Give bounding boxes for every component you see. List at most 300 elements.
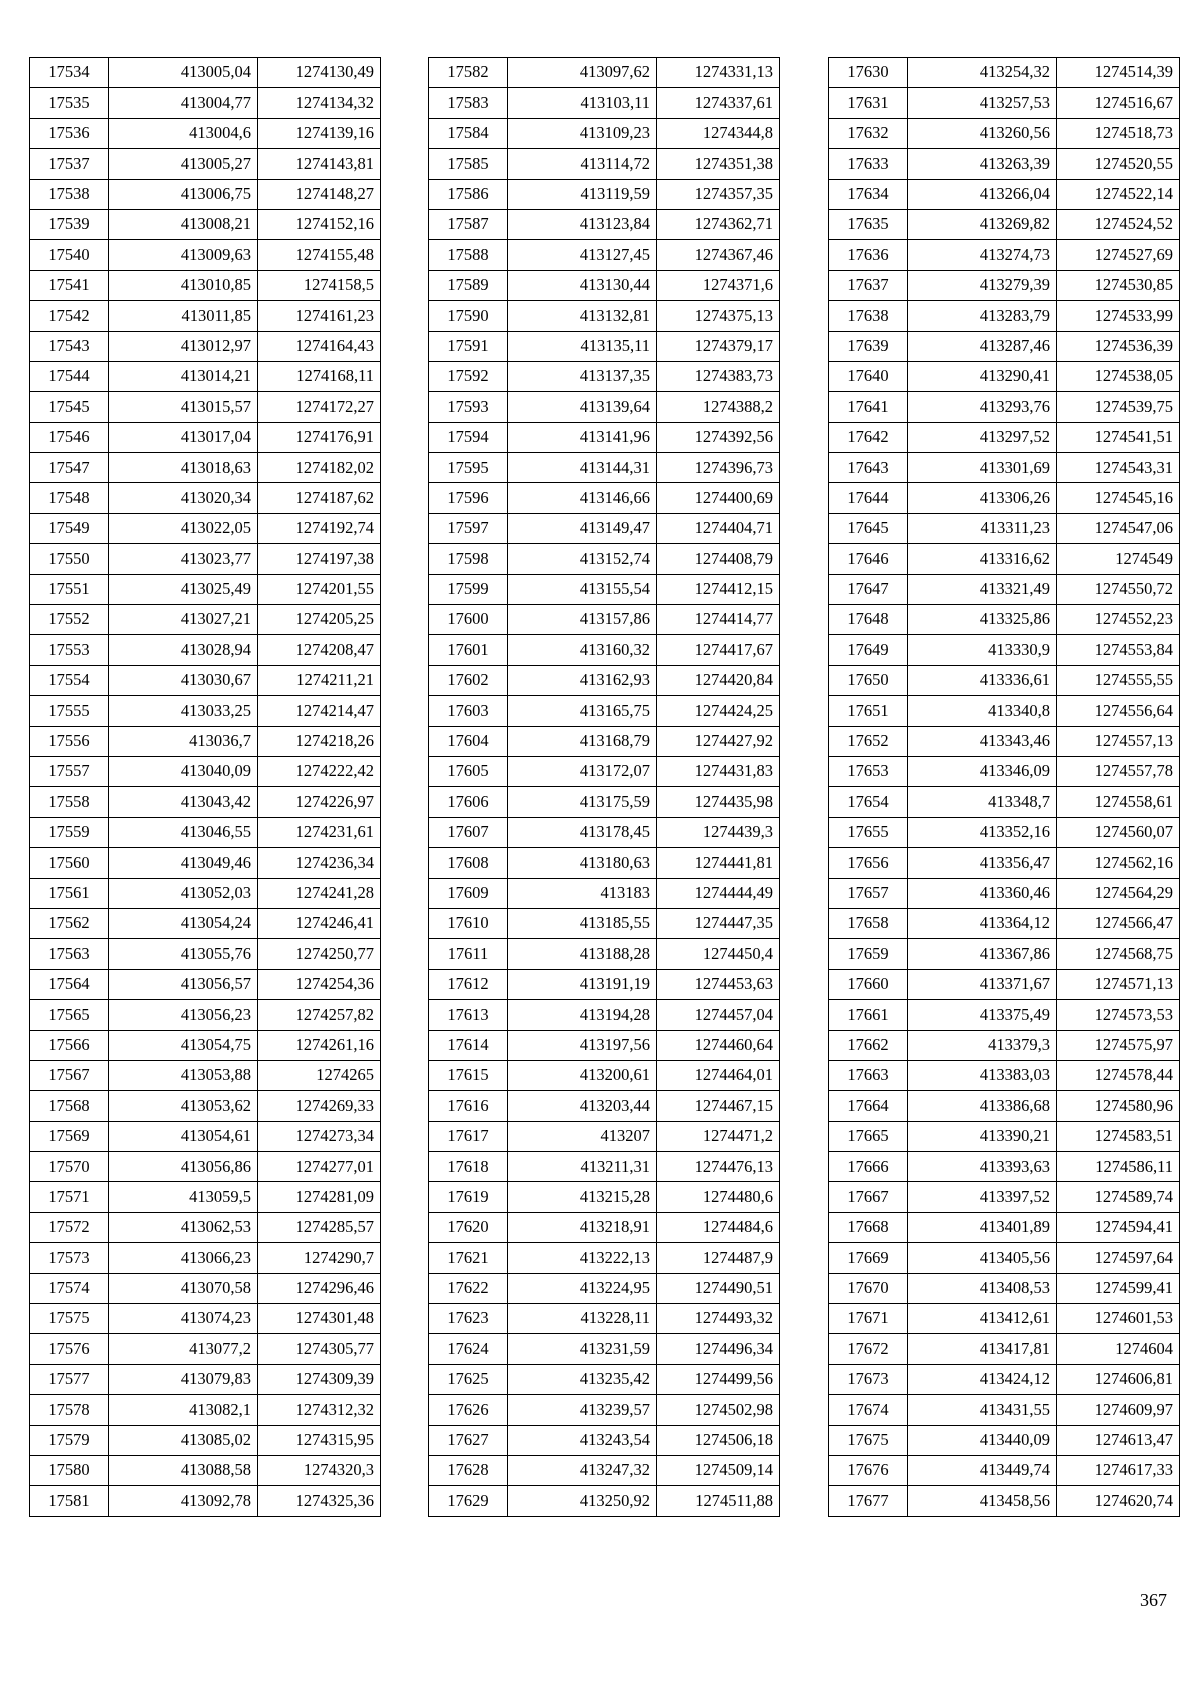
point-number-cell: 17564	[30, 969, 109, 999]
y-coordinate-cell: 1274543,31	[1057, 453, 1180, 483]
x-coordinate-cell: 413155,54	[508, 574, 657, 604]
table-row	[30, 1455, 381, 1485]
table-row	[829, 848, 1180, 878]
table-row	[30, 1334, 381, 1364]
x-coordinate-cell: 413168,79	[508, 726, 657, 756]
y-coordinate-cell: 1274558,61	[1057, 787, 1180, 817]
point-number-cell: 17594	[429, 422, 508, 452]
y-coordinate-cell: 1274444,49	[657, 878, 780, 908]
table-row	[429, 1000, 780, 1030]
x-coordinate-cell: 413243,54	[508, 1425, 657, 1455]
table-row	[429, 878, 780, 908]
point-number-cell: 17558	[30, 787, 109, 817]
x-coordinate-cell: 413390,21	[908, 1121, 1057, 1151]
point-number-cell: 17580	[30, 1455, 109, 1485]
table-row	[429, 392, 780, 422]
x-coordinate-cell: 413053,88	[109, 1060, 258, 1090]
y-coordinate-cell: 1274231,61	[258, 817, 381, 847]
x-coordinate-cell: 413036,7	[109, 726, 258, 756]
point-number-cell: 17616	[429, 1091, 508, 1121]
y-coordinate-cell: 1274447,35	[657, 908, 780, 938]
table-row	[30, 270, 381, 300]
x-coordinate-cell: 413046,55	[109, 817, 258, 847]
coordinates-table-2	[428, 57, 780, 1517]
point-number-cell: 17568	[30, 1091, 109, 1121]
point-number-cell: 17672	[829, 1334, 908, 1364]
x-coordinate-cell: 413352,16	[908, 817, 1057, 847]
x-coordinate-cell: 413135,11	[508, 331, 657, 361]
y-coordinate-cell: 1274604	[1057, 1334, 1180, 1364]
point-number-cell: 17560	[30, 848, 109, 878]
y-coordinate-cell: 1274538,05	[1057, 361, 1180, 391]
x-coordinate-cell: 413356,47	[908, 848, 1057, 878]
y-coordinate-cell: 1274467,15	[657, 1091, 780, 1121]
x-coordinate-cell: 413371,67	[908, 969, 1057, 999]
x-coordinate-cell: 413458,56	[908, 1486, 1057, 1516]
table-row	[429, 1212, 780, 1242]
table-row	[829, 392, 1180, 422]
table-row	[429, 513, 780, 543]
y-coordinate-cell: 1274182,02	[258, 453, 381, 483]
table-row	[30, 696, 381, 726]
point-number-cell: 17669	[829, 1243, 908, 1273]
point-number-cell: 17546	[30, 422, 109, 452]
point-number-cell: 17569	[30, 1121, 109, 1151]
x-coordinate-cell: 413146,66	[508, 483, 657, 513]
y-coordinate-cell: 1274250,77	[258, 939, 381, 969]
table-row	[30, 331, 381, 361]
y-coordinate-cell: 1274493,32	[657, 1304, 780, 1334]
x-coordinate-cell: 413316,62	[908, 544, 1057, 574]
point-number-cell: 17584	[429, 118, 508, 148]
table-row	[30, 88, 381, 118]
x-coordinate-cell: 413257,53	[908, 88, 1057, 118]
y-coordinate-cell: 1274586,11	[1057, 1152, 1180, 1182]
table-row	[30, 1243, 381, 1273]
table-row	[829, 1364, 1180, 1394]
point-number-cell: 17644	[829, 483, 908, 513]
table-row	[429, 88, 780, 118]
point-number-cell: 17566	[30, 1030, 109, 1060]
y-coordinate-cell: 1274536,39	[1057, 331, 1180, 361]
x-coordinate-cell: 413283,79	[908, 301, 1057, 331]
table-row	[429, 756, 780, 786]
point-number-cell: 17534	[30, 58, 109, 88]
x-coordinate-cell: 413172,07	[508, 756, 657, 786]
table-row	[429, 908, 780, 938]
point-number-cell: 17578	[30, 1395, 109, 1425]
table-row	[429, 848, 780, 878]
y-coordinate-cell: 1274301,48	[258, 1304, 381, 1334]
point-number-cell: 17630	[829, 58, 908, 88]
y-coordinate-cell: 1274562,16	[1057, 848, 1180, 878]
x-coordinate-cell: 413056,23	[109, 1000, 258, 1030]
y-coordinate-cell: 1274325,36	[258, 1486, 381, 1516]
point-number-cell: 17622	[429, 1273, 508, 1303]
x-coordinate-cell: 413054,24	[109, 908, 258, 938]
table-row	[30, 392, 381, 422]
table-row	[30, 58, 381, 88]
table-row	[429, 149, 780, 179]
point-number-cell: 17640	[829, 361, 908, 391]
y-coordinate-cell: 1274518,73	[1057, 118, 1180, 148]
table-row	[829, 1030, 1180, 1060]
x-coordinate-cell: 413266,04	[908, 179, 1057, 209]
x-coordinate-cell: 413066,23	[109, 1243, 258, 1273]
y-coordinate-cell: 1274331,13	[657, 58, 780, 88]
x-coordinate-cell: 413222,13	[508, 1243, 657, 1273]
point-number-cell: 17619	[429, 1182, 508, 1212]
x-coordinate-cell: 413025,49	[109, 574, 258, 604]
x-coordinate-cell: 413043,42	[109, 787, 258, 817]
point-number-cell: 17648	[829, 605, 908, 635]
y-coordinate-cell: 1274201,55	[258, 574, 381, 604]
table-row	[829, 209, 1180, 239]
x-coordinate-cell: 413405,56	[908, 1243, 1057, 1273]
x-coordinate-cell: 413059,5	[109, 1182, 258, 1212]
x-coordinate-cell: 413056,57	[109, 969, 258, 999]
y-coordinate-cell: 1274168,11	[258, 361, 381, 391]
table-row	[30, 1091, 381, 1121]
table-row	[829, 1182, 1180, 1212]
x-coordinate-cell: 413014,21	[109, 361, 258, 391]
point-number-cell: 17649	[829, 635, 908, 665]
point-number-cell: 17607	[429, 817, 508, 847]
point-number-cell: 17582	[429, 58, 508, 88]
table-row	[30, 1364, 381, 1394]
point-number-cell: 17637	[829, 270, 908, 300]
point-number-cell: 17588	[429, 240, 508, 270]
y-coordinate-cell: 1274480,6	[657, 1182, 780, 1212]
point-number-cell: 17671	[829, 1304, 908, 1334]
point-number-cell: 17609	[429, 878, 508, 908]
x-coordinate-cell: 413431,55	[908, 1395, 1057, 1425]
point-number-cell: 17624	[429, 1334, 508, 1364]
y-coordinate-cell: 1274420,84	[657, 665, 780, 695]
y-coordinate-cell: 1274552,23	[1057, 605, 1180, 635]
point-number-cell: 17628	[429, 1455, 508, 1485]
point-number-cell: 17615	[429, 1060, 508, 1090]
table-row	[429, 1030, 780, 1060]
x-coordinate-cell: 413325,86	[908, 605, 1057, 635]
y-coordinate-cell: 1274285,57	[258, 1212, 381, 1242]
point-number-cell: 17554	[30, 665, 109, 695]
y-coordinate-cell: 1274506,18	[657, 1425, 780, 1455]
table-row	[429, 361, 780, 391]
table-row	[429, 969, 780, 999]
point-number-cell: 17598	[429, 544, 508, 574]
y-coordinate-cell: 1274476,13	[657, 1152, 780, 1182]
y-coordinate-cell: 1274351,38	[657, 149, 780, 179]
y-coordinate-cell: 1274516,67	[1057, 88, 1180, 118]
x-coordinate-cell: 413290,41	[908, 361, 1057, 391]
y-coordinate-cell: 1274524,52	[1057, 209, 1180, 239]
x-coordinate-cell: 413263,39	[908, 149, 1057, 179]
table-row	[429, 817, 780, 847]
table-row	[829, 1486, 1180, 1516]
table-row	[829, 1212, 1180, 1242]
x-coordinate-cell: 413211,31	[508, 1152, 657, 1182]
y-coordinate-cell: 1274439,3	[657, 817, 780, 847]
table-row	[429, 1334, 780, 1364]
y-coordinate-cell: 1274257,82	[258, 1000, 381, 1030]
table-row	[30, 756, 381, 786]
y-coordinate-cell: 1274408,79	[657, 544, 780, 574]
x-coordinate-cell: 413412,61	[908, 1304, 1057, 1334]
point-number-cell: 17590	[429, 301, 508, 331]
y-coordinate-cell: 1274450,4	[657, 939, 780, 969]
table-row	[30, 1000, 381, 1030]
x-coordinate-cell: 413082,1	[109, 1395, 258, 1425]
point-number-cell: 17587	[429, 209, 508, 239]
x-coordinate-cell: 413052,03	[109, 878, 258, 908]
table-row	[30, 483, 381, 513]
y-coordinate-cell: 1274514,39	[1057, 58, 1180, 88]
y-coordinate-cell: 1274344,8	[657, 118, 780, 148]
point-number-cell: 17551	[30, 574, 109, 604]
point-number-cell: 17626	[429, 1395, 508, 1425]
point-number-cell: 17632	[829, 118, 908, 148]
point-number-cell: 17545	[30, 392, 109, 422]
table-row	[429, 301, 780, 331]
table-row	[30, 817, 381, 847]
table-row	[829, 361, 1180, 391]
x-coordinate-cell: 413055,76	[109, 939, 258, 969]
x-coordinate-cell: 413343,46	[908, 726, 1057, 756]
x-coordinate-cell: 413218,91	[508, 1212, 657, 1242]
x-coordinate-cell: 413203,44	[508, 1091, 657, 1121]
x-coordinate-cell: 413287,46	[908, 331, 1057, 361]
table-row	[829, 665, 1180, 695]
point-number-cell: 17676	[829, 1455, 908, 1485]
table-row	[30, 1030, 381, 1060]
point-number-cell: 17553	[30, 635, 109, 665]
table-row	[829, 1395, 1180, 1425]
table-row	[829, 453, 1180, 483]
x-coordinate-cell: 413085,02	[109, 1425, 258, 1455]
point-number-cell: 17665	[829, 1121, 908, 1151]
x-coordinate-cell: 413449,74	[908, 1455, 1057, 1485]
point-number-cell: 17675	[829, 1425, 908, 1455]
y-coordinate-cell: 1274172,27	[258, 392, 381, 422]
table-row	[429, 1182, 780, 1212]
point-number-cell: 17613	[429, 1000, 508, 1030]
x-coordinate-cell: 413348,7	[908, 787, 1057, 817]
table-row	[429, 1152, 780, 1182]
table-row	[829, 787, 1180, 817]
table-row	[829, 726, 1180, 756]
point-number-cell: 17633	[829, 149, 908, 179]
point-number-cell: 17641	[829, 392, 908, 422]
x-coordinate-cell: 413247,32	[508, 1455, 657, 1485]
x-coordinate-cell: 413191,19	[508, 969, 657, 999]
point-number-cell: 17556	[30, 726, 109, 756]
table-row	[30, 1486, 381, 1516]
x-coordinate-cell: 413130,44	[508, 270, 657, 300]
point-number-cell: 17659	[829, 939, 908, 969]
y-coordinate-cell: 1274218,26	[258, 726, 381, 756]
x-coordinate-cell: 413200,61	[508, 1060, 657, 1090]
point-number-cell: 17548	[30, 483, 109, 513]
table-row	[30, 301, 381, 331]
x-coordinate-cell: 413250,92	[508, 1486, 657, 1516]
table-row	[429, 574, 780, 604]
point-number-cell: 17570	[30, 1152, 109, 1182]
table-row	[829, 240, 1180, 270]
y-coordinate-cell: 1274205,25	[258, 605, 381, 635]
y-coordinate-cell: 1274130,49	[258, 58, 381, 88]
x-coordinate-cell: 413119,59	[508, 179, 657, 209]
point-number-cell: 17550	[30, 544, 109, 574]
y-coordinate-cell: 1274208,47	[258, 635, 381, 665]
point-number-cell: 17661	[829, 1000, 908, 1030]
x-coordinate-cell: 413088,58	[109, 1455, 258, 1485]
y-coordinate-cell: 1274441,81	[657, 848, 780, 878]
x-coordinate-cell: 413194,28	[508, 1000, 657, 1030]
table-row	[30, 787, 381, 817]
table-row	[429, 1304, 780, 1334]
y-coordinate-cell: 1274214,47	[258, 696, 381, 726]
point-number-cell: 17621	[429, 1243, 508, 1273]
x-coordinate-cell: 413165,75	[508, 696, 657, 726]
point-number-cell: 17577	[30, 1364, 109, 1394]
point-number-cell: 17634	[829, 179, 908, 209]
table-row	[30, 1304, 381, 1334]
point-number-cell: 17586	[429, 179, 508, 209]
point-number-cell: 17652	[829, 726, 908, 756]
point-number-cell: 17543	[30, 331, 109, 361]
table-row	[30, 1121, 381, 1151]
y-coordinate-cell: 1274597,64	[1057, 1243, 1180, 1273]
y-coordinate-cell: 1274427,92	[657, 726, 780, 756]
table-row	[429, 209, 780, 239]
table-row	[30, 453, 381, 483]
x-coordinate-cell: 413364,12	[908, 908, 1057, 938]
point-number-cell: 17601	[429, 635, 508, 665]
point-number-cell: 17573	[30, 1243, 109, 1273]
table-row	[429, 179, 780, 209]
y-coordinate-cell: 1274312,32	[258, 1395, 381, 1425]
x-coordinate-cell: 413269,82	[908, 209, 1057, 239]
x-coordinate-cell: 413152,74	[508, 544, 657, 574]
table-row	[429, 270, 780, 300]
x-coordinate-cell: 413132,81	[508, 301, 657, 331]
x-coordinate-cell: 413137,35	[508, 361, 657, 391]
x-coordinate-cell: 413015,57	[109, 392, 258, 422]
table-row	[829, 1334, 1180, 1364]
x-coordinate-cell: 413040,09	[109, 756, 258, 786]
table-row	[829, 817, 1180, 847]
y-coordinate-cell: 1274367,46	[657, 240, 780, 270]
table-row	[429, 1091, 780, 1121]
y-coordinate-cell: 1274134,32	[258, 88, 381, 118]
y-coordinate-cell: 1274545,16	[1057, 483, 1180, 513]
table-row	[829, 635, 1180, 665]
x-coordinate-cell: 413375,49	[908, 1000, 1057, 1030]
x-coordinate-cell: 413185,55	[508, 908, 657, 938]
table-row	[829, 574, 1180, 604]
table-row	[429, 605, 780, 635]
coordinates-table-1	[29, 57, 381, 1517]
table-row	[429, 544, 780, 574]
x-coordinate-cell: 413018,63	[109, 453, 258, 483]
y-coordinate-cell: 1274222,42	[258, 756, 381, 786]
y-coordinate-cell: 1274533,99	[1057, 301, 1180, 331]
point-number-cell: 17660	[829, 969, 908, 999]
x-coordinate-cell: 413149,47	[508, 513, 657, 543]
point-number-cell: 17562	[30, 908, 109, 938]
point-number-cell: 17605	[429, 756, 508, 786]
point-number-cell: 17600	[429, 605, 508, 635]
table-row	[829, 696, 1180, 726]
table-row	[30, 361, 381, 391]
table-row	[429, 726, 780, 756]
table-row	[829, 908, 1180, 938]
y-coordinate-cell: 1274379,17	[657, 331, 780, 361]
point-number-cell: 17563	[30, 939, 109, 969]
x-coordinate-cell: 413028,94	[109, 635, 258, 665]
y-coordinate-cell: 1274383,73	[657, 361, 780, 391]
table-row	[829, 331, 1180, 361]
x-coordinate-cell: 413077,2	[109, 1334, 258, 1364]
y-coordinate-cell: 1274261,16	[258, 1030, 381, 1060]
x-coordinate-cell: 413336,61	[908, 665, 1057, 695]
point-number-cell: 17636	[829, 240, 908, 270]
point-number-cell: 17597	[429, 513, 508, 543]
y-coordinate-cell: 1274211,21	[258, 665, 381, 695]
x-coordinate-cell: 413162,93	[508, 665, 657, 695]
table-row	[30, 878, 381, 908]
point-number-cell: 17567	[30, 1060, 109, 1090]
table-row	[829, 1273, 1180, 1303]
y-coordinate-cell: 1274541,51	[1057, 422, 1180, 452]
y-coordinate-cell: 1274583,51	[1057, 1121, 1180, 1151]
point-number-cell: 17547	[30, 453, 109, 483]
y-coordinate-cell: 1274197,38	[258, 544, 381, 574]
y-coordinate-cell: 1274375,13	[657, 301, 780, 331]
table-row	[429, 1060, 780, 1090]
point-number-cell: 17618	[429, 1152, 508, 1182]
y-coordinate-cell: 1274254,36	[258, 969, 381, 999]
point-number-cell: 17631	[829, 88, 908, 118]
x-coordinate-cell: 413386,68	[908, 1091, 1057, 1121]
point-number-cell: 17536	[30, 118, 109, 148]
table-row	[30, 635, 381, 665]
y-coordinate-cell: 1274396,73	[657, 453, 780, 483]
y-coordinate-cell: 1274553,84	[1057, 635, 1180, 665]
point-number-cell: 17668	[829, 1212, 908, 1242]
y-coordinate-cell: 1274176,91	[258, 422, 381, 452]
table-row	[829, 1121, 1180, 1151]
x-coordinate-cell: 413417,81	[908, 1334, 1057, 1364]
y-coordinate-cell: 1274357,35	[657, 179, 780, 209]
table-row	[30, 848, 381, 878]
y-coordinate-cell: 1274226,97	[258, 787, 381, 817]
point-number-cell: 17549	[30, 513, 109, 543]
y-coordinate-cell: 1274435,98	[657, 787, 780, 817]
point-number-cell: 17595	[429, 453, 508, 483]
x-coordinate-cell: 413321,49	[908, 574, 1057, 604]
table-row	[30, 969, 381, 999]
point-number-cell: 17593	[429, 392, 508, 422]
x-coordinate-cell: 413188,28	[508, 939, 657, 969]
y-coordinate-cell: 1274192,74	[258, 513, 381, 543]
point-number-cell: 17599	[429, 574, 508, 604]
point-number-cell: 17592	[429, 361, 508, 391]
table-row	[30, 1425, 381, 1455]
x-coordinate-cell: 413004,6	[109, 118, 258, 148]
point-number-cell: 17657	[829, 878, 908, 908]
